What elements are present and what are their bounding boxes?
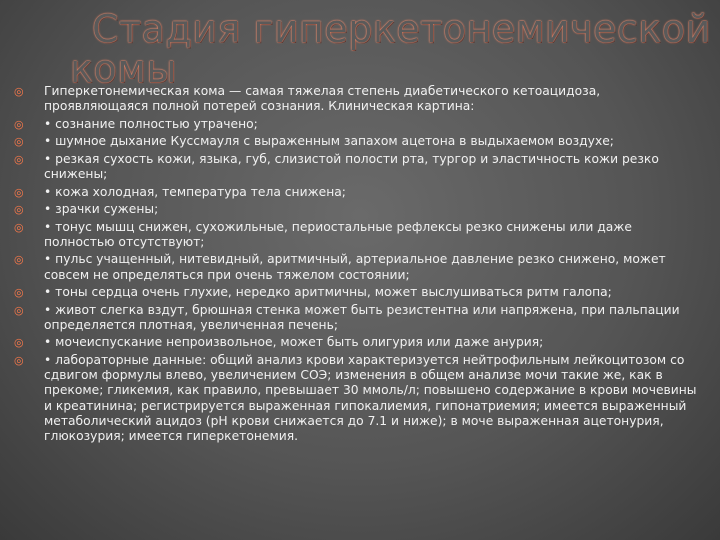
target-circle-bullet-icon: ◎ — [14, 286, 24, 300]
list-item-text: • лабораторные данные: общий анализ крови характеризуется нейтрофильным лейкоцитозом со сдвигом формулы влево, увеличением СОЭ; изменения в общем анализе мочи такие же, как в прекоме; гликемия, как правило, превышает 30 ммоль/л; повышено содержание в крови мочевины и креатинина; регистрируется выраженная гипокалиемия, гипонатриемия; имеется выраженный метаболический ацидоз (pH крови снижается до 7.1 и ниже); в моче выраженная ацетонурия, глюкозурия; имеется гиперкетонемия. — [44, 352, 697, 444]
list-item-text: Гиперкетонемическая кома — самая тяжелая степень диабетического кетоацидоза, проявляющаяся полной потерей сознания. Клиническая картина: — [44, 84, 601, 114]
list-item — [14, 134, 706, 149]
list-item — [14, 303, 706, 334]
list-item-text: • пульс учащенный, нитевидный, аритмичный, артериальное давление резко снижено, может совсем не определяться при очень тяжелом состоянии; — [44, 252, 666, 282]
target-circle-bullet-icon: ◎ — [14, 185, 24, 199]
list-item — [14, 152, 706, 183]
slide-title-line-2: комы — [70, 47, 177, 91]
target-circle-bullet-icon: ◎ — [14, 303, 24, 317]
target-circle-bullet-icon: ◎ — [14, 135, 24, 149]
bullet-list — [14, 84, 706, 447]
list-item — [14, 335, 706, 350]
slide-title — [0, 6, 720, 91]
list-item-text: • кожа холодная, температура тела снижена; — [44, 184, 346, 199]
target-circle-bullet-icon: ◎ — [14, 220, 24, 234]
target-circle-bullet-icon: ◎ — [14, 152, 24, 166]
list-item-text: • живот слегка вздут, брюшная стенка может быть резистентна или напряжена, при пальпации определяется плотная, увеличенная печень; — [44, 302, 680, 332]
target-circle-bullet-icon: ◎ — [14, 336, 24, 350]
list-item — [14, 285, 706, 300]
list-item-text: • зрачки сужены; — [44, 202, 159, 217]
list-item — [14, 202, 706, 217]
target-circle-bullet-icon: ◎ — [14, 117, 24, 131]
list-item-text: • резкая сухость кожи, языка, губ, слизистой полости рта, тургор и эластичность кожи резко снижены; — [44, 151, 659, 182]
list-item — [14, 220, 706, 251]
target-circle-bullet-icon: ◎ — [14, 353, 24, 367]
slide-title-line-1: Стадия гиперкетонемической — [92, 7, 711, 51]
list-item — [14, 117, 706, 132]
list-item-text: • шумное дыхание Куссмауля с выраженным запахом ацетона в выдыхаемом воздухе; — [44, 134, 614, 149]
list-item-text: • мочеиспускание непроизвольное, может быть олигурия или даже анурия; — [44, 335, 544, 350]
list-item — [14, 84, 706, 115]
list-item — [14, 252, 706, 283]
list-item — [14, 185, 706, 200]
list-item-text: • тоны сердца очень глухие, нередко аритмичны, может выслушиваться ритм галопа; — [44, 285, 612, 300]
target-circle-bullet-icon: ◎ — [14, 85, 24, 98]
target-circle-bullet-icon: ◎ — [14, 203, 24, 217]
list-item — [14, 353, 706, 445]
list-item-text: • сознание полностью утрачено; — [44, 116, 258, 131]
list-item-text: • тонус мышц снижен, сухожильные, периостальные рефлексы резко снижены или даже полностью отсутствуют; — [44, 219, 632, 249]
target-circle-bullet-icon: ◎ — [14, 253, 24, 267]
